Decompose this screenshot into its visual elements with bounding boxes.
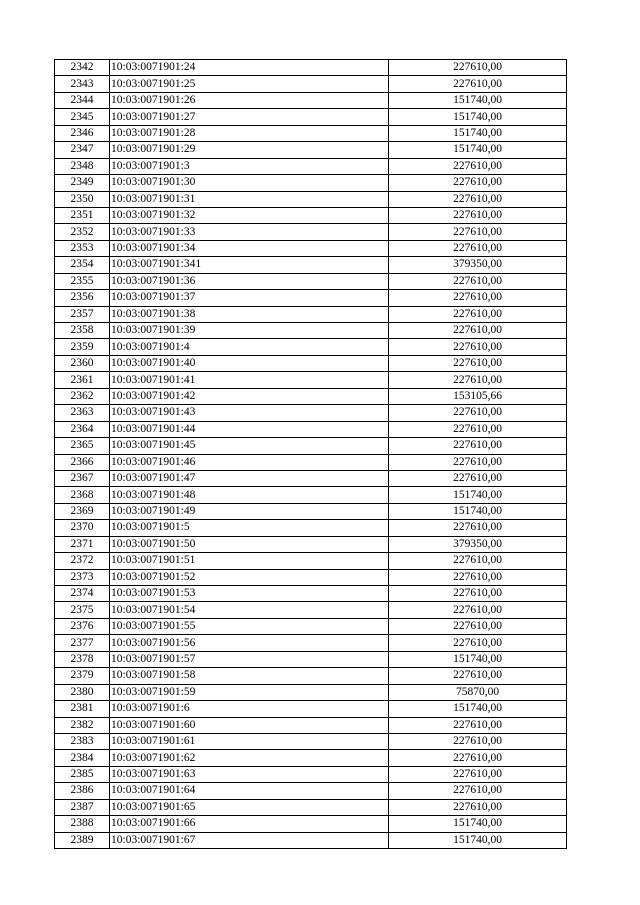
table-row	[55, 816, 567, 832]
table-row	[55, 684, 567, 700]
cadastral-value-cell: 227610,00	[389, 273, 567, 289]
table-row	[55, 799, 567, 815]
table-row	[55, 651, 567, 667]
cadastral-value-cell: 227610,00	[389, 306, 567, 322]
table-row	[55, 339, 567, 355]
cadastral-number-cell: 10:03:0071901:39	[110, 323, 389, 339]
row-number-cell: 2351	[55, 207, 110, 223]
row-number-cell: 2348	[55, 158, 110, 174]
table-row	[55, 306, 567, 322]
cadastral-number-cell: 10:03:0071901:48	[110, 487, 389, 503]
table-row	[55, 125, 567, 141]
cadastral-number-cell: 10:03:0071901:63	[110, 766, 389, 782]
cadastral-number-cell: 10:03:0071901:3	[110, 158, 389, 174]
cadastral-number-cell: 10:03:0071901:6	[110, 701, 389, 717]
cadastral-value-cell: 151740,00	[389, 701, 567, 717]
cadastral-value-cell: 151740,00	[389, 487, 567, 503]
cadastral-value-cell: 227610,00	[389, 405, 567, 421]
row-number-cell: 2387	[55, 799, 110, 815]
cadastral-value-table	[54, 59, 567, 849]
table-row	[55, 388, 567, 404]
table-row	[55, 569, 567, 585]
row-number-cell: 2362	[55, 388, 110, 404]
row-number-cell: 2386	[55, 783, 110, 799]
row-number-cell: 2389	[55, 832, 110, 848]
table-row	[55, 92, 567, 108]
table-row	[55, 586, 567, 602]
cadastral-value-cell: 227610,00	[389, 569, 567, 585]
table-row	[55, 355, 567, 371]
row-number-cell: 2385	[55, 766, 110, 782]
row-number-cell: 2350	[55, 191, 110, 207]
table-body	[55, 60, 567, 849]
cadastral-value-cell: 227610,00	[389, 224, 567, 240]
row-number-cell: 2342	[55, 60, 110, 76]
cadastral-number-cell: 10:03:0071901:341	[110, 257, 389, 273]
cadastral-value-cell: 227610,00	[389, 60, 567, 76]
row-number-cell: 2356	[55, 290, 110, 306]
row-number-cell: 2379	[55, 668, 110, 684]
row-number-cell: 2352	[55, 224, 110, 240]
row-number-cell: 2383	[55, 733, 110, 749]
cadastral-number-cell: 10:03:0071901:49	[110, 503, 389, 519]
cadastral-value-cell: 151740,00	[389, 816, 567, 832]
table-row	[55, 421, 567, 437]
row-number-cell: 2380	[55, 684, 110, 700]
cadastral-number-cell: 10:03:0071901:5	[110, 520, 389, 536]
row-number-cell: 2354	[55, 257, 110, 273]
table-row	[55, 257, 567, 273]
table-row	[55, 635, 567, 651]
row-number-cell: 2355	[55, 273, 110, 289]
cadastral-number-cell: 10:03:0071901:46	[110, 454, 389, 470]
row-number-cell: 2346	[55, 125, 110, 141]
cadastral-number-cell: 10:03:0071901:67	[110, 832, 389, 848]
cadastral-value-cell: 151740,00	[389, 503, 567, 519]
cadastral-number-cell: 10:03:0071901:60	[110, 717, 389, 733]
cadastral-number-cell: 10:03:0071901:34	[110, 240, 389, 256]
cadastral-value-cell: 227610,00	[389, 520, 567, 536]
row-number-cell: 2357	[55, 306, 110, 322]
table-row	[55, 175, 567, 191]
table-row	[55, 470, 567, 486]
table-row	[55, 783, 567, 799]
table-row	[55, 290, 567, 306]
table-row	[55, 76, 567, 92]
cadastral-number-cell: 10:03:0071901:4	[110, 339, 389, 355]
cadastral-number-cell: 10:03:0071901:61	[110, 733, 389, 749]
cadastral-value-cell: 151740,00	[389, 92, 567, 108]
table-row	[55, 487, 567, 503]
row-number-cell: 2344	[55, 92, 110, 108]
cadastral-value-cell: 227610,00	[389, 240, 567, 256]
table-row	[55, 372, 567, 388]
cadastral-value-cell: 151740,00	[389, 832, 567, 848]
table-row	[55, 109, 567, 125]
cadastral-value-cell: 227610,00	[389, 421, 567, 437]
cadastral-value-cell: 227610,00	[389, 586, 567, 602]
row-number-cell: 2373	[55, 569, 110, 585]
cadastral-value-cell: 227610,00	[389, 454, 567, 470]
cadastral-value-cell: 227610,00	[389, 717, 567, 733]
table-row	[55, 273, 567, 289]
table-row	[55, 536, 567, 552]
table-row	[55, 520, 567, 536]
table-row	[55, 438, 567, 454]
cadastral-value-cell: 379350,00	[389, 257, 567, 273]
table-row	[55, 701, 567, 717]
table-row	[55, 323, 567, 339]
cadastral-number-cell: 10:03:0071901:54	[110, 602, 389, 618]
row-number-cell: 2372	[55, 553, 110, 569]
row-number-cell: 2365	[55, 438, 110, 454]
cadastral-value-cell: 227610,00	[389, 799, 567, 815]
cadastral-value-cell: 227610,00	[389, 158, 567, 174]
cadastral-value-cell: 227610,00	[389, 290, 567, 306]
cadastral-value-cell: 227610,00	[389, 766, 567, 782]
cadastral-number-cell: 10:03:0071901:65	[110, 799, 389, 815]
row-number-cell: 2369	[55, 503, 110, 519]
table-row	[55, 668, 567, 684]
row-number-cell: 2345	[55, 109, 110, 125]
row-number-cell: 2370	[55, 520, 110, 536]
cadastral-number-cell: 10:03:0071901:44	[110, 421, 389, 437]
cadastral-value-cell: 227610,00	[389, 635, 567, 651]
table-row	[55, 405, 567, 421]
cadastral-value-cell: 227610,00	[389, 602, 567, 618]
cadastral-value-cell: 151740,00	[389, 109, 567, 125]
row-number-cell: 2371	[55, 536, 110, 552]
row-number-cell: 2377	[55, 635, 110, 651]
row-number-cell: 2378	[55, 651, 110, 667]
table-row	[55, 766, 567, 782]
row-number-cell: 2364	[55, 421, 110, 437]
cadastral-number-cell: 10:03:0071901:33	[110, 224, 389, 240]
cadastral-value-cell: 151740,00	[389, 125, 567, 141]
table-row	[55, 832, 567, 848]
table-row	[55, 454, 567, 470]
cadastral-value-cell: 227610,00	[389, 438, 567, 454]
cadastral-value-cell: 227610,00	[389, 175, 567, 191]
table-row	[55, 142, 567, 158]
table-row	[55, 733, 567, 749]
cadastral-number-cell: 10:03:0071901:31	[110, 191, 389, 207]
cadastral-number-cell: 10:03:0071901:38	[110, 306, 389, 322]
cadastral-number-cell: 10:03:0071901:25	[110, 76, 389, 92]
cadastral-number-cell: 10:03:0071901:51	[110, 553, 389, 569]
cadastral-value-cell: 227610,00	[389, 207, 567, 223]
cadastral-value-cell: 227610,00	[389, 76, 567, 92]
cadastral-number-cell: 10:03:0071901:66	[110, 816, 389, 832]
row-number-cell: 2359	[55, 339, 110, 355]
cadastral-value-cell: 227610,00	[389, 355, 567, 371]
table-row	[55, 750, 567, 766]
cadastral-value-cell: 227610,00	[389, 339, 567, 355]
cadastral-number-cell: 10:03:0071901:24	[110, 60, 389, 76]
cadastral-value-cell: 227610,00	[389, 323, 567, 339]
cadastral-number-cell: 10:03:0071901:42	[110, 388, 389, 404]
cadastral-number-cell: 10:03:0071901:41	[110, 372, 389, 388]
cadastral-value-cell: 227610,00	[389, 750, 567, 766]
cadastral-number-cell: 10:03:0071901:32	[110, 207, 389, 223]
cadastral-number-cell: 10:03:0071901:50	[110, 536, 389, 552]
table-row	[55, 602, 567, 618]
cadastral-number-cell: 10:03:0071901:28	[110, 125, 389, 141]
row-number-cell: 2353	[55, 240, 110, 256]
cadastral-value-cell: 227610,00	[389, 191, 567, 207]
cadastral-value-cell: 227610,00	[389, 618, 567, 634]
row-number-cell: 2388	[55, 816, 110, 832]
cadastral-number-cell: 10:03:0071901:55	[110, 618, 389, 634]
cadastral-number-cell: 10:03:0071901:45	[110, 438, 389, 454]
row-number-cell: 2361	[55, 372, 110, 388]
table-row	[55, 60, 567, 76]
cadastral-value-cell: 227610,00	[389, 783, 567, 799]
cadastral-number-cell: 10:03:0071901:62	[110, 750, 389, 766]
row-number-cell: 2382	[55, 717, 110, 733]
row-number-cell: 2368	[55, 487, 110, 503]
row-number-cell: 2375	[55, 602, 110, 618]
table-row	[55, 240, 567, 256]
cadastral-number-cell: 10:03:0071901:64	[110, 783, 389, 799]
cadastral-value-cell: 153105,66	[389, 388, 567, 404]
cadastral-value-cell: 227610,00	[389, 553, 567, 569]
cadastral-number-cell: 10:03:0071901:57	[110, 651, 389, 667]
table-row	[55, 503, 567, 519]
row-number-cell: 2376	[55, 618, 110, 634]
row-number-cell: 2360	[55, 355, 110, 371]
cadastral-number-cell: 10:03:0071901:37	[110, 290, 389, 306]
cadastral-value-cell: 227610,00	[389, 372, 567, 388]
table-row	[55, 224, 567, 240]
table-row	[55, 553, 567, 569]
cadastral-number-cell: 10:03:0071901:40	[110, 355, 389, 371]
cadastral-number-cell: 10:03:0071901:36	[110, 273, 389, 289]
table-row	[55, 191, 567, 207]
cadastral-number-cell: 10:03:0071901:30	[110, 175, 389, 191]
cadastral-value-cell: 75870,00	[389, 684, 567, 700]
row-number-cell: 2367	[55, 470, 110, 486]
table-row	[55, 207, 567, 223]
row-number-cell: 2363	[55, 405, 110, 421]
cadastral-number-cell: 10:03:0071901:56	[110, 635, 389, 651]
row-number-cell: 2366	[55, 454, 110, 470]
cadastral-number-cell: 10:03:0071901:26	[110, 92, 389, 108]
cadastral-value-cell: 151740,00	[389, 142, 567, 158]
row-number-cell: 2347	[55, 142, 110, 158]
cadastral-number-cell: 10:03:0071901:58	[110, 668, 389, 684]
cadastral-value-cell: 379350,00	[389, 536, 567, 552]
cadastral-number-cell: 10:03:0071901:43	[110, 405, 389, 421]
row-number-cell: 2381	[55, 701, 110, 717]
cadastral-value-cell: 151740,00	[389, 651, 567, 667]
cadastral-number-cell: 10:03:0071901:47	[110, 470, 389, 486]
table-row	[55, 717, 567, 733]
cadastral-number-cell: 10:03:0071901:27	[110, 109, 389, 125]
cadastral-value-cell: 227610,00	[389, 668, 567, 684]
row-number-cell: 2374	[55, 586, 110, 602]
cadastral-value-cell: 227610,00	[389, 733, 567, 749]
table-row	[55, 158, 567, 174]
cadastral-number-cell: 10:03:0071901:59	[110, 684, 389, 700]
row-number-cell: 2349	[55, 175, 110, 191]
row-number-cell: 2358	[55, 323, 110, 339]
cadastral-number-cell: 10:03:0071901:29	[110, 142, 389, 158]
cadastral-number-cell: 10:03:0071901:52	[110, 569, 389, 585]
table-row	[55, 618, 567, 634]
row-number-cell: 2343	[55, 76, 110, 92]
cadastral-value-cell: 227610,00	[389, 470, 567, 486]
row-number-cell: 2384	[55, 750, 110, 766]
cadastral-number-cell: 10:03:0071901:53	[110, 586, 389, 602]
